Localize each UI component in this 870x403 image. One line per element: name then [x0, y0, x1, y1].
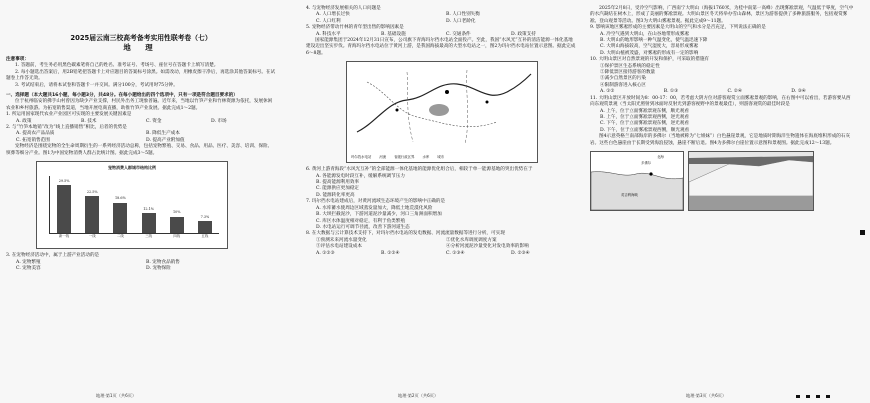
chart-title: 宠物消费人群城市结构比例 [108, 165, 156, 171]
question-stem: 3. 在宠物经济活动中，属于上游产业活动的是 [6, 253, 100, 259]
option: A. 政策 [16, 118, 32, 124]
option: C. 大明山海拔较高，空气湿度大，容易形成雾凇 [600, 44, 699, 50]
cliff-figure [590, 151, 855, 211]
chart-value-label: 22.5% [86, 190, 98, 195]
option: B. 宠物食品销售 [146, 259, 180, 265]
river-map-svg [347, 62, 537, 148]
option: D. 人口老龄化 [446, 18, 476, 24]
notice-item: 3. 考试结束后，请将本试卷和答题卡一并交回。满分100分，考试用时75分钟。 [15, 82, 178, 88]
chart-bar [113, 203, 127, 233]
option: A. 各能源发电时段互补，缓解系统调节压力 [316, 173, 405, 179]
option: C. 能源供应更加稳定 [316, 186, 360, 192]
option: D. 下午，位于立面雾凇景观西侧，顺光观看 [600, 127, 690, 133]
notice-heading: 注意事项： [6, 57, 29, 62]
legend-river: 河流 [379, 154, 387, 159]
chart-category-label: 新一线 [58, 233, 70, 238]
item: ②降低景区接待游客的数量 [600, 70, 656, 76]
option: D. 政策支持 [511, 31, 536, 37]
passage: 2025年2月8日，受冷空气影响，广西南宁大明山（海拔1760米，为桂中南第一高峰）出现雾凇景观，气温低于零度，空气中的水汽凝结在树木上，形成了美丽的雾凇景观。大明山景区冬天将举办雪山森林，景区为游客提供了多种旅游服务，包括观赏雾凇、登山观景等活动。图3为大明山雾凇景观。据此完成9～11题。 [590, 6, 854, 24]
question-stem: 5. 宠物经济带动竹林的青年型出售的影响因素是 [306, 25, 404, 31]
chart-value-label: 12.1% [143, 206, 154, 211]
dover-marker [649, 172, 652, 175]
chart-bar [198, 221, 212, 233]
option: D. ②③④ [511, 250, 530, 256]
reservoir-area [429, 104, 449, 116]
option: B. 上午，位于立面雾凇景观西侧，逆光观看 [600, 114, 689, 120]
map-label-channel: 英吉利海峡 [621, 192, 638, 197]
passage: 国家能源集团于2024年12月31日宣布，公司旗下青海玛尔挡水电站全面投产。至此，我国“水风光”互补的清洁能源一体化基地建设迈出坚实步伐。青海玛尔挡水电站位于黄河上游，是我国海拔最高的大型水电站之一，图2为玛尔挡水电站位置示意图。据此完成6～8题。 [306, 38, 576, 56]
question-stem: 9. 影响该地区雾凇形成的主要因素是大明山的空气和水分是否充足，下列说法正确的是 [590, 25, 766, 31]
dam-marker [445, 90, 449, 94]
option: A. ①② [600, 89, 615, 95]
question-stem: 8. 在大数据与云计算技术支持下，对玛尔挡水电站的发电数据、河流流量数据等进行分析，可实现 [306, 231, 505, 237]
option: C. 宠物美容 [16, 265, 41, 271]
chart-value-label: 10% [172, 210, 181, 215]
column-2 [306, 6, 576, 257]
scan-marker [826, 395, 830, 398]
item: ①保护景区生态系统的稳定性 [600, 63, 660, 69]
column-1 [6, 6, 276, 272]
chart-value-label: 18.6% [115, 196, 126, 201]
item: ③评估水电站建设成本 [316, 244, 362, 250]
option-row [306, 251, 576, 257]
river-map-figure [346, 61, 538, 163]
option: D. 市场 [211, 118, 227, 124]
option: C. 人口红利 [316, 18, 341, 24]
chart-category-label: 三线 [145, 233, 152, 238]
option: D. 大明山植被茂盛，对雾凇的形成有一定的影响 [600, 50, 699, 56]
option: A. 科技水平 [316, 31, 341, 37]
chart-category-label: 一线 [88, 233, 96, 238]
option: B. 基础设施 [381, 31, 406, 37]
option: D. 宠物保险 [146, 265, 171, 271]
option: D. 水电站运行可调节径流，改善下游河道生态 [316, 224, 410, 230]
subject-title: 地 理 [123, 43, 159, 52]
option: A. 提高农产品品质 [16, 131, 55, 137]
question-stem: 7. 玛尔挡水电站建成后，对黄河流域生态环境产生的影响中正确的是 [306, 199, 446, 205]
column-3 [590, 6, 855, 211]
option: D. ③④ [791, 89, 806, 95]
option: D. 提高产业附加值 [146, 137, 185, 143]
exam-title: 2025届云南三校高考备考实用性联考卷（七） [70, 34, 212, 42]
chart-bar [57, 185, 71, 233]
option: B. ①②④ [381, 250, 400, 256]
option: A. 冷空气遇到大明山，在山谷地带形成雾凇 [600, 31, 689, 37]
question-stem: 10. 大明山景区对自然景观的开发和保护，可采取的措施有 [590, 57, 710, 63]
item: ③减少自然景区的污染 [600, 76, 646, 82]
option: C. ①③④ [446, 250, 465, 256]
legend-city: 城市 [437, 154, 445, 159]
option: B. 大坝拦截泥沙，下游河道泥沙量减少，河口三角洲面积增加 [316, 212, 442, 218]
map-legend [351, 154, 444, 160]
option: A. 宠物繁殖 [16, 259, 41, 265]
option: B. 技术 [81, 118, 97, 124]
passage: 宠物经济是围绕宠物的全生命周期衍生的一系列经济活动总称，包括宠物繁殖、交易、食品、用品、医疗、美容、培训、保险、殡葬等细分产业。图1为中国宠物消费人群占比统计图。据此完成3～5题。 [6, 144, 273, 156]
option: B. 提高能源利用效率 [316, 180, 360, 186]
option: B. 人口性别失衡 [446, 12, 480, 18]
section-heading: 一、选择题（本大题共16小题，每小题3分，共48分。在每小题给出的四个选项中，只有一项是符合题目要求的） [6, 93, 238, 99]
map-label-dover: 多佛尔 [641, 160, 652, 165]
option: C. 交通条件 [446, 31, 471, 37]
question-stem: 1. 所运用国家现代农业产业园区可实现的主要发展关键因素是 [6, 112, 132, 118]
scan-marker [806, 395, 810, 398]
item: ②优化水库调度调度方案 [446, 237, 497, 243]
passage: 位于杭州临安的佛手山村曾因为缺少产业支撑，村民外出务工现象普遍。近年来，当地以竹笋产业和竹林资源为依托，发展休闲农业和乡村旅游。为拓宽销售渠道，当地开展电商直播，助推竹笋产业发展。据此完成1～2题。 [6, 99, 273, 111]
option: C. ②④ [727, 89, 743, 95]
option-row [590, 89, 855, 95]
option: C. 下午，位于立面雾凇景观东侧，逆光观看 [600, 121, 689, 127]
notice-item: 2. 每小题选出答案后，用2B铅笔把答题卡上对应题目的答案标号涂黑。如需改动，用橡皮擦干净后，再选涂其他答案标号。在试题卷上作答无效。 [6, 69, 276, 82]
question-stem: 6. 黄河上游青海段“水风光互补”的全部能源一体化基地的能源优化组合后，相较于单一能源基地的突出优势在于 [306, 167, 533, 173]
chart-value-label: 7.3% [200, 214, 210, 219]
map-label-north-sea: 北海 [657, 154, 664, 159]
legend-dam: 玛尔挡水电站 [351, 154, 372, 159]
option: A. ①②③ [316, 250, 335, 256]
scan-marker [860, 230, 865, 235]
item: ④分析河流泥沙量变化对发电效率的影响 [446, 244, 529, 250]
option: B. ①③ [663, 89, 679, 95]
option: D. 能源转化率更高 [316, 192, 355, 198]
option: C. 库区水体温度相对稳定，有利于鱼类繁殖 [316, 218, 405, 224]
cliff-location-map [590, 151, 684, 211]
page-footer: 地理·第2页（共6页） [398, 393, 439, 398]
chart-bar [142, 213, 156, 233]
scan-marker [796, 395, 800, 398]
page-footer: 地理·第1页（共6页） [96, 393, 137, 398]
item: ①预测未来河流水量变化 [316, 237, 367, 243]
option: C. 资金 [146, 118, 162, 124]
bar-chart [36, 161, 228, 249]
option: B. 降低生产成本 [146, 131, 180, 137]
chart-category-label: 四线 [173, 233, 181, 238]
page-footer: 地理·第3页（共6页） [686, 393, 727, 398]
passage: 图4示意英格兰南部海岸的多佛尔（当地被称为“七姐妹”）白色悬崖景观，它是地质时期海洋生物遗体在海底堆积形成的石灰岩。这些白色悬崖由于长期受到海浪侵蚀，悬崖不断后退。图4为多佛尔白崖位置示意图和景观图。据此完成12～13题。 [590, 134, 851, 146]
chart-bar [170, 217, 184, 233]
chart-value-label: 29.5% [58, 178, 70, 183]
chart-category-label: 二线 [117, 233, 124, 238]
cliff-photo [688, 151, 814, 211]
question-stem: 4. 与宠物经济发展相关的人口问题是 [306, 6, 381, 11]
legend-reservoir: 水库 [422, 154, 430, 159]
option: B. 大明山的地形影响一种气温变化，使气温迅速下降 [600, 38, 708, 44]
scan-marker [816, 395, 820, 398]
option: A. 上午，位于立面雾凇景观东侧，顺光观看 [600, 108, 689, 114]
legend-boundary: 省级行政区界 [394, 154, 415, 159]
option: A. 水库蓄水使周边区域蒸发量加大，降低土地荒漠化风险 [316, 205, 433, 211]
option: A. 人口增长过快 [316, 12, 350, 18]
question-stem: 11. 大明山景区开放时间为8：00-17：00，若考虑大阴方位对游客观赏立面雾凇景观的影响，在右图中可以看出，若游客要从西向东观赏景观（当太阳光照射到冰面时反射光到游客视野中的景观最佳），则游客观赏的最佳时段是 [590, 95, 851, 108]
chart-category-label: 五线 [201, 233, 209, 238]
option-row [6, 266, 276, 272]
item: ④限制游客进入核心区 [600, 82, 646, 88]
option: C. 拓宽销售范围 [16, 137, 50, 143]
question-stem: 2. 与“竹笋本地销”改为“线上直播销售”相比，后者的优势是 [6, 125, 127, 131]
chart-bar [85, 196, 99, 233]
chart-plot-area [49, 176, 219, 238]
notice-item: 1. 答题前，考生务必用黑色碳素笔将自己的姓名、准考证号、考场号、座位号在答题卡上填写清楚。 [15, 63, 219, 69]
